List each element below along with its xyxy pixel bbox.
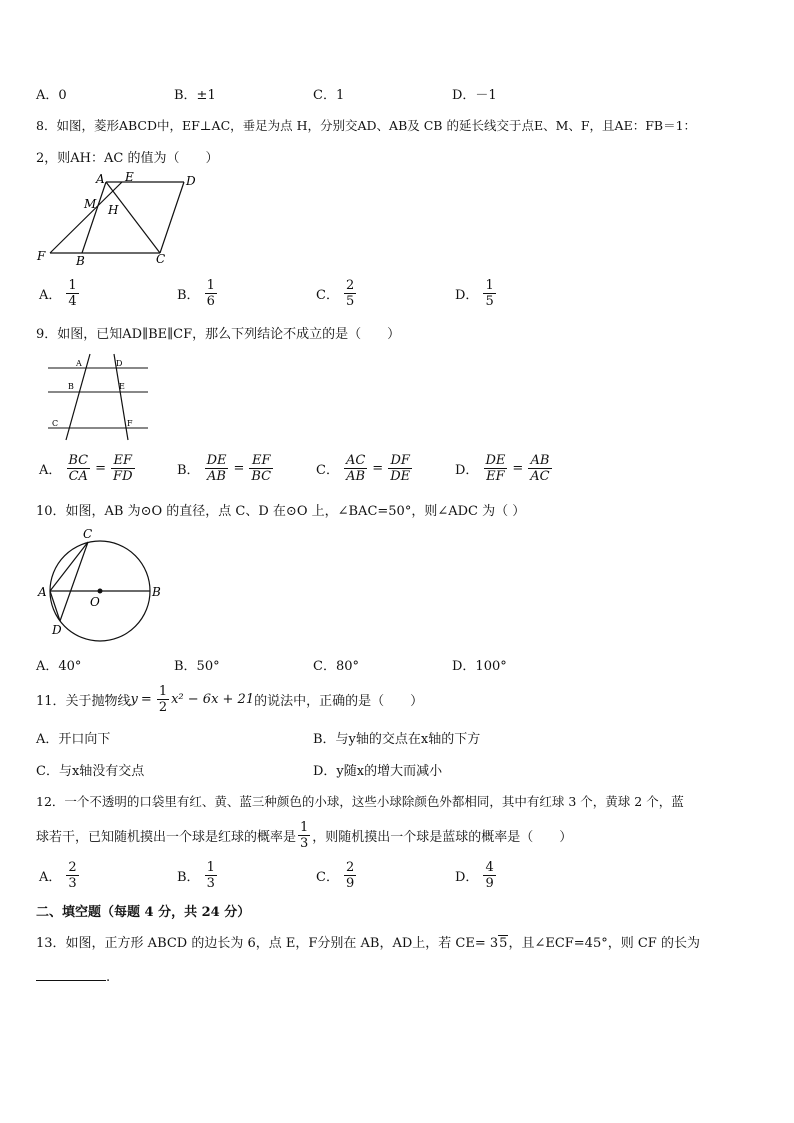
q9-label-C: C bbox=[52, 419, 59, 428]
q12-option-a: A． $\frac{2}{3}$ bbox=[39, 860, 77, 891]
q10-option-a: A．40° bbox=[36, 659, 82, 674]
q8-option-b: B． $\frac{1}{6}$ bbox=[177, 278, 215, 309]
q9-option-a: A． $\frac{BC}{CA}$ = $\frac{EF}{FD}$ bbox=[39, 453, 133, 484]
q10-figure-circle bbox=[36, 524, 166, 642]
q12-text-line1: 12．一个不透明的口袋里有红、黄、蓝三种颜色的小球，这些小球除颜色外都相同，其中有红球 3 个，黄球 2 个，蓝 bbox=[36, 794, 684, 809]
q10-text-line1: 10．如图，AB 为⊙O 的直径，点 C、D 在⊙O 上，∠BAC=50°，则∠ADC 为（ ） bbox=[36, 504, 526, 519]
q11-equation: x² − 6x + 21 bbox=[171, 692, 255, 707]
q9-option-b: B． $\frac{DE}{AB}$ = $\frac{EF}{BC}$ bbox=[177, 453, 272, 484]
q13-sqrt: 5 bbox=[499, 936, 508, 951]
q10-label-D: D bbox=[52, 623, 62, 637]
q8-label-F: F bbox=[37, 249, 46, 263]
q8-label-D: D bbox=[186, 174, 196, 188]
q8-option-c: C． $\frac{2}{5}$ bbox=[316, 278, 355, 309]
section-heading-fill-blank: 二、填空题（每题 4 分，共 24 分） bbox=[36, 905, 251, 920]
q8-text-line1: 8．如图，菱形ABCD中，EF⊥AC，垂足为点 H，分别交AD、AB及 CB 的延长线交于点E、M、F，且AE：FB＝1： bbox=[36, 118, 697, 133]
q7-option-a: A．0 bbox=[36, 88, 67, 103]
q12-text-line2: 球若干，已知随机摸出一个球是红球的概率是 $\frac{1}{3}$ ，则随机摸出一个球是蓝球的概率是（ ） bbox=[36, 820, 573, 851]
q7-option-b: B．±1 bbox=[174, 88, 216, 103]
q8-label-E: E bbox=[125, 170, 134, 184]
q8-label-A: A bbox=[96, 172, 105, 186]
q10-option-d: D．100° bbox=[452, 659, 507, 674]
q11-option-c: C．与x轴没有交点 bbox=[36, 764, 145, 779]
q12-option-c: C． $\frac{2}{9}$ bbox=[316, 860, 355, 891]
q11-option-b: B．与y轴的交点在x轴的下方 bbox=[313, 732, 481, 747]
q8-label-B: B bbox=[76, 254, 85, 268]
q8-label-H: H bbox=[108, 203, 119, 217]
q10-option-c: C．80° bbox=[313, 659, 359, 674]
q13-text-line1: 13．如图，正方形 ABCD 的边长为 6，点 E，F分别在 AB，AD上，若 CE= 35，且∠ECF=45°，则 CF 的长为 bbox=[36, 936, 700, 951]
q10-label-A: A bbox=[38, 585, 47, 599]
q9-label-B: B bbox=[68, 382, 74, 391]
q13-answer-blank[interactable] bbox=[36, 968, 106, 981]
q9-text-line1: 9．如图，已知AD∥BE∥CF，那么下列结论不成立的是（ ） bbox=[36, 327, 401, 342]
q9-label-A: A bbox=[76, 359, 82, 368]
q11-option-d: D．y随x的增大而减小 bbox=[313, 764, 443, 779]
q11-text-line1: 11．关于抛物线y = $\frac{1}{2}$ x² − 6x + 21的说法中，正确的是（ ） bbox=[36, 684, 424, 715]
q8-label-C: C bbox=[156, 252, 166, 266]
q9-option-d: D． $\frac{DE}{EF}$ = $\frac{AB}{AC}$ bbox=[455, 453, 550, 484]
q11-option-a: A．开口向下 bbox=[36, 732, 111, 747]
q10-label-O: O bbox=[90, 595, 100, 609]
q8-text-line2: 2，则AH：AC 的值为（ ） bbox=[36, 151, 219, 166]
q9-label-E: E bbox=[119, 382, 125, 391]
q8-option-a: A． $\frac{1}{4}$ bbox=[39, 278, 77, 309]
q9-option-c: C． $\frac{AC}{AB}$ = $\frac{DF}{DE}$ bbox=[316, 453, 411, 484]
q7-option-c: C．1 bbox=[313, 88, 345, 103]
q12-option-d: D． $\frac{4}{9}$ bbox=[455, 860, 494, 891]
q9-label-D: D bbox=[116, 359, 123, 368]
q13-answer-line: . bbox=[36, 968, 110, 985]
q8-option-d: D． $\frac{1}{5}$ bbox=[455, 278, 494, 309]
q9-label-F: F bbox=[127, 419, 133, 428]
q10-label-B: B bbox=[152, 585, 161, 599]
q10-label-C: C bbox=[83, 527, 93, 541]
q8-label-M: M bbox=[84, 197, 97, 211]
q7-option-d: D．－1 bbox=[452, 88, 497, 103]
q10-option-b: B．50° bbox=[174, 659, 220, 674]
q8-figure-rhombus bbox=[34, 168, 210, 268]
q9-figure-parallel-lines bbox=[44, 352, 150, 442]
q12-option-b: B． $\frac{1}{3}$ bbox=[177, 860, 215, 891]
